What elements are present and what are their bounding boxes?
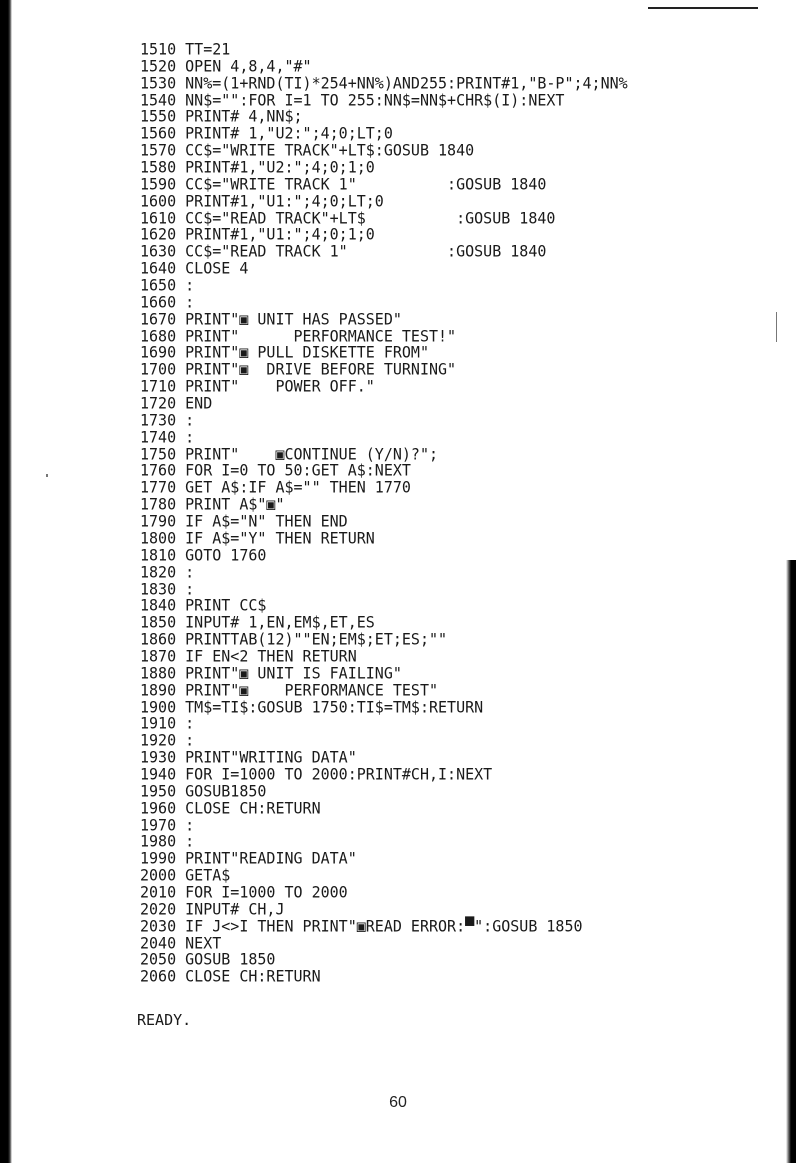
- code-line: 1770 GET A$:IF A$="" THEN 1770: [140, 477, 411, 498]
- code-line: 1990 PRINT"READING DATA": [140, 848, 357, 868]
- code-line: 1980 :: [140, 831, 195, 852]
- code-line: 1650 :: [140, 275, 195, 295]
- code-line: 1620 PRINT#1,"U1:";4;0;1;0: [140, 224, 375, 245]
- code-line: 1570 CC$="WRITE TRACK"+LT$:GOSUB 1840: [140, 140, 475, 160]
- code-line: 1850 INPUT# 1,EN,EM$,ET,ES: [140, 612, 375, 632]
- code-line: 1550 PRINT# 4,NN$;: [140, 106, 303, 127]
- code-line: 1830 :: [140, 578, 195, 599]
- code-line: 2050 GOSUB 1850: [140, 949, 276, 970]
- code-line: 1900 TM$=TI$:GOSUB 1750:TI$=TM$:RETURN: [140, 696, 484, 717]
- code-line: 2000 GETA$: [140, 865, 231, 885]
- code-line: 1640 CLOSE 4: [140, 258, 249, 278]
- code-line: 1660 :: [140, 292, 195, 312]
- code-line: 1730 :: [140, 410, 195, 430]
- code-line: 1750 PRINT" ▣CONTINUE (Y/N)?";: [140, 443, 439, 464]
- code-line: 1610 CC$="READ TRACK"+LT$ :GOSUB 1840: [140, 207, 556, 228]
- code-line: 1890 PRINT"▣ PERFORMANCE TEST": [140, 679, 439, 700]
- code-line: 1600 PRINT#1,"U1:";4;0;LT;0: [140, 190, 384, 211]
- basic-program-listing: [140, 41, 628, 985]
- scan-left-edge: [0, 0, 12, 1163]
- page-number: 60: [389, 1094, 407, 1111]
- code-line: 1740 :: [140, 427, 195, 447]
- code-line: 2040 NEXT: [140, 932, 222, 953]
- code-line: 1520 OPEN 4,8,4,"#": [140, 56, 312, 76]
- ready-prompt: READY.: [137, 1011, 192, 1029]
- code-line: 1710 PRINT" POWER OFF.": [140, 376, 375, 396]
- code-line: 1930 PRINT"WRITING DATA": [140, 747, 357, 767]
- code-line: 1810 GOTO 1760: [140, 545, 267, 565]
- code-line: 1820 :: [140, 561, 195, 582]
- code-line: 1540 NN$="":FOR I=1 TO 255:NN$=NN$+CHR$(I):NEXT: [140, 89, 565, 110]
- code-line: 1970 :: [140, 814, 195, 835]
- code-line: 2020 INPUT# CH,J: [140, 899, 285, 919]
- code-line: 1860 PRINTTAB(12)""EN;EM$;ET;ES;"": [140, 629, 448, 649]
- code-line: 1680 PRINT" PERFORMANCE TEST!": [140, 325, 457, 346]
- code-line: 2010 FOR I=1000 TO 2000: [140, 882, 348, 902]
- scan-speck: [46, 474, 48, 477]
- code-line: 1840 PRINT CC$: [140, 595, 267, 616]
- code-line: 1950 GOSUB1850: [140, 781, 267, 801]
- code-line: 1630 CC$="READ TRACK 1" :GOSUB 1840: [140, 241, 547, 261]
- code-line: 1760 FOR I=0 TO 50:GET A$:NEXT: [140, 460, 411, 481]
- code-line: 1580 PRINT#1,"U2:";4;0;1;0: [140, 157, 375, 177]
- code-line: 1720 END: [140, 393, 213, 413]
- code-line: 1870 IF EN<2 THEN RETURN: [140, 646, 357, 666]
- code-line: 1690 PRINT"▣ PULL DISKETTE FROM": [140, 342, 429, 363]
- code-line: 1800 IF A$="Y" THEN RETURN: [140, 528, 375, 548]
- code-line: 1670 PRINT"▣ UNIT HAS PASSED": [140, 308, 402, 329]
- code-line: 1530 NN%=(1+RND(TI)*254+NN%)AND255:PRINT#1,"B-P";4;NN%: [140, 72, 628, 93]
- code-line: 1940 FOR I=1000 TO 2000:PRINT#CH,I:NEXT: [140, 764, 493, 784]
- code-line: 1790 IF A$="N" THEN END: [140, 511, 348, 531]
- code-line: 1560 PRINT# 1,"U2:";4;0;LT;0: [140, 123, 393, 143]
- code-line: 1590 CC$="WRITE TRACK 1" :GOSUB 1840: [140, 174, 547, 194]
- code-line: 2060 CLOSE CH:RETURN: [140, 966, 321, 986]
- code-line: 2030 IF J<>I THEN PRINT"▣READ ERROR:▀":GOSUB 1850: [140, 915, 583, 936]
- code-line: 1910 :: [140, 713, 195, 734]
- code-line: 1510 TT=21: [140, 39, 231, 59]
- scan-right-edge: [786, 560, 796, 1163]
- code-line: 1960 CLOSE CH:RETURN: [140, 797, 321, 818]
- code-line: 1880 PRINT"▣ UNIT IS FAILING": [140, 663, 402, 683]
- code-line: 1780 PRINT A$"▣": [140, 494, 285, 514]
- scan-speck: [776, 312, 777, 342]
- code-line: 1920 :: [140, 730, 195, 750]
- code-line: 1700 PRINT"▣ DRIVE BEFORE TURNING": [140, 359, 457, 380]
- top-rule: [648, 7, 758, 9]
